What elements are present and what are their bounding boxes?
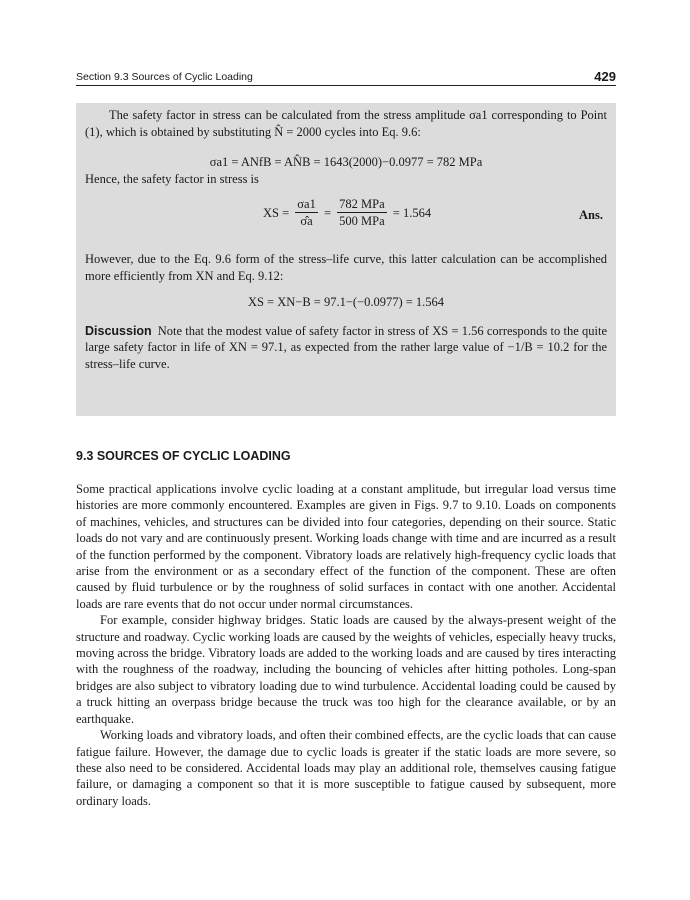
discussion-paragraph	[85, 323, 607, 373]
equation-safety-factor-stress	[85, 197, 607, 237]
equation-stress-amplitude: σa1 = ANfB = AN̂B = 1643(2000)−0.0977 = 782 MPa	[209, 155, 483, 169]
discussion-text: Note that the modest value of safety factor in stress of XS = 1.56 corresponds to the quite large safety factor in life of XN = 97.1, as expected from the rather large value of −1/B = 10.2 for the stress–life curve.	[85, 323, 607, 371]
body-paragraph: For example, consider highway bridges. Static loads are caused by the always-present weight of the structure and roadway. Cyclic working loads are caused by the weights of vehicles, especially heavy trucks, moving across the bridge. Vibratory loads are added to the working loads and are caused by tires interacting with the roughness of the roadway, including the bouncing of vehicles after hitting potholes. Long-span bridges are also subject to vibratory loading due to wind turbulence. Accidental loading could be caused by a truck hitting an overpass bridge because the truck was too high for the clearance available, or by an earthquake.	[76, 613, 616, 726]
however-paragraph: However, due to the Eq. 9.6 form of the stress–life curve, this latter calculation can be accomplished more efficiently from XN and Eq. 9.12:	[85, 252, 607, 283]
running-section-title: Section 9.3 Sources of Cyclic Loading	[76, 71, 253, 83]
answer-label: Ans.	[579, 208, 603, 222]
intro-paragraph: The safety factor in stress can be calculated from the stress amplitude σa1 corresponding to Point (1), which is obtained by substituting N̂ = 2000 cycles into Eq. 9.6:	[85, 108, 607, 139]
fraction-mpa-numerator: 782 MPa	[339, 197, 385, 211]
body-paragraph: Some practical applications involve cyclic loading at a constant amplitude, but irregular load versus time histories are more commonly encountered. Examples are given in Figs. 9.7 to 9.10. Loads on components of machines, vehicles, and structures can be divided into four categories, depending on their source. Static loads do not vary and are continuously present. Working loads change with time and are incurred as a result of the function performed by the component. Vibratory loads are relatively high-frequency cyclic loads that arise from the environment or as a secondary effect of the function of the component. These are often caused by fluid turbulence or by the roughness of solid surfaces in contact with one another. Accidental loads are rare events that do not occur under normal circumstances.	[76, 482, 616, 611]
example-solution-box	[76, 103, 616, 416]
fraction-mpa-denominator: 500 MPa	[339, 214, 385, 228]
section-body	[76, 481, 616, 809]
hence-text: Hence, the safety factor in stress is	[85, 171, 259, 186]
xs-result: = 1.564	[392, 205, 432, 220]
page-number: 429	[594, 69, 616, 84]
fraction-sigma-numerator: σa1	[297, 197, 316, 211]
header-rule	[76, 85, 616, 86]
discussion-label: Discussion	[85, 323, 152, 338]
fraction-sigma	[295, 197, 318, 229]
fraction-mpa	[337, 197, 387, 229]
section-heading: 9.3 SOURCES OF CYCLIC LOADING	[76, 449, 291, 463]
equation-xs-from-xn: XS = XN−B = 97.1−(−0.0977) = 1.564	[247, 295, 445, 309]
fraction-sigma-denominator: σ̂a	[300, 214, 313, 228]
xs-lhs: XS =	[263, 205, 290, 220]
equals-sign: =	[323, 205, 332, 220]
body-paragraph: Working loads and vibratory loads, and often their combined effects, are the cyclic loads that can cause fatigue failure. However, the damage due to cyclic loads is greater if the static loads are more severe, so these also need to be considered. Accidental loads may play an additional role, themselves causing fatigue failure, or damaging a component so that it is more susceptible to fatigue caused by subsequent, more ordinary loads.	[76, 728, 616, 808]
running-header	[76, 64, 616, 84]
